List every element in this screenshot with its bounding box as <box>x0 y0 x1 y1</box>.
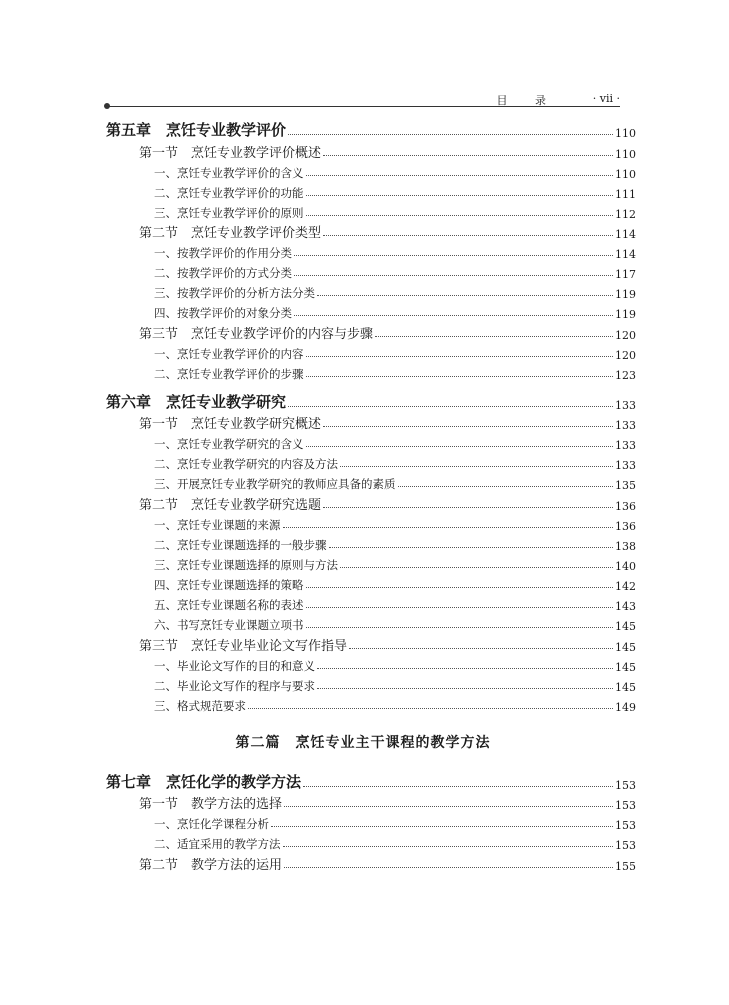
toc-entry-page-number: 133 <box>615 459 636 473</box>
dot-leader <box>306 215 614 216</box>
dot-leader <box>306 607 614 608</box>
toc-section-entry[interactable] <box>106 140 636 161</box>
dot-leader <box>329 547 614 548</box>
toc-entry-label: 一、烹饪专业教学研究的含义 <box>154 437 304 452</box>
dot-leader <box>323 507 613 508</box>
toc-item-entry[interactable] <box>106 472 636 492</box>
toc-entry-label: 第五章 烹饪专业教学评价 <box>106 121 287 139</box>
toc-entry-page-number: 110 <box>615 147 636 161</box>
dot-leader <box>306 627 614 628</box>
toc-entry-label: 二、烹饪专业教学评价的步骤 <box>154 366 304 381</box>
toc-entry-page-number: 145 <box>615 660 636 674</box>
toc-entry-page-number: 117 <box>615 268 636 282</box>
toc-item-entry[interactable] <box>106 513 636 533</box>
toc-entry-label: 二、适宜采用的教学方法 <box>154 837 281 852</box>
toc-entry-page-number: 153 <box>615 839 636 853</box>
toc-entry-label: 三、开展烹饪专业教学研究的教师应具备的素质 <box>154 477 396 492</box>
toc-entry-label: 一、烹饪专业教学评价的含义 <box>154 165 304 180</box>
toc-entry-label: 第三节 烹饪专业毕业论文写作指导 <box>139 638 348 654</box>
dot-leader <box>323 235 613 236</box>
toc-entry-label: 一、烹饪化学课程分析 <box>154 817 269 832</box>
toc-entry-page-number: 119 <box>615 288 636 302</box>
dot-leader <box>340 466 613 467</box>
toc-entry-page-number: 111 <box>615 187 636 201</box>
toc-entry-label: 二、毕业论文写作的程序与要求 <box>154 678 315 693</box>
toc-item-entry[interactable] <box>106 613 636 633</box>
dot-leader <box>306 446 614 447</box>
toc-section-entry[interactable] <box>106 492 636 513</box>
toc-entry-page-number: 136 <box>615 519 636 533</box>
toc-item-entry[interactable] <box>106 261 636 281</box>
dot-leader <box>306 175 614 176</box>
toc-entry-label: 第二节 教学方法的运用 <box>139 857 283 873</box>
toc-item-entry[interactable] <box>106 553 636 573</box>
table-of-contents <box>106 118 636 873</box>
header-title: 目 录 <box>496 94 558 107</box>
toc-item-entry[interactable] <box>106 694 636 714</box>
toc-section-entry[interactable] <box>106 412 636 433</box>
toc-chapter-entry[interactable] <box>106 118 636 140</box>
toc-item-entry[interactable] <box>106 432 636 452</box>
toc-entry-label: 二、烹饪专业课题选择的一般步骤 <box>154 537 327 552</box>
toc-entry-label: 第一节 烹饪专业教学评价概述 <box>139 145 322 161</box>
toc-entry-page-number: 114 <box>615 248 636 262</box>
toc-entry-label: 四、按教学评价的对象分类 <box>154 306 292 321</box>
toc-entry-page-number: 119 <box>615 308 636 322</box>
toc-entry-label: 第三节 烹饪专业教学评价的内容与步骤 <box>139 326 374 342</box>
dot-leader <box>283 527 614 528</box>
dot-leader <box>317 668 613 669</box>
toc-entry-label: 一、烹饪专业教学评价的内容 <box>154 346 304 361</box>
toc-item-entry[interactable] <box>106 301 636 321</box>
toc-entry-label: 一、毕业论文写作的目的和意义 <box>154 658 315 673</box>
toc-entry-page-number: 133 <box>615 398 636 412</box>
toc-entry-label: 五、烹饪专业课题名称的表述 <box>154 597 304 612</box>
toc-entry-label: 一、按教学评价的作用分类 <box>154 246 292 261</box>
toc-item-entry[interactable] <box>106 342 636 362</box>
dot-leader <box>323 426 613 427</box>
toc-entry-page-number: 153 <box>615 819 636 833</box>
toc-entry-page-number: 123 <box>615 368 636 382</box>
dot-leader <box>271 826 613 827</box>
toc-item-entry[interactable] <box>106 281 636 301</box>
toc-entry-page-number: 149 <box>615 700 636 714</box>
dot-leader <box>317 688 613 689</box>
dot-leader <box>323 155 613 156</box>
dot-leader <box>303 786 613 787</box>
toc-entry-page-number: 153 <box>615 778 636 792</box>
dot-leader <box>340 567 613 568</box>
toc-item-entry[interactable] <box>106 832 636 852</box>
toc-entry-page-number: 143 <box>615 599 636 613</box>
toc-entry-page-number: 138 <box>615 539 636 553</box>
toc-entry-page-number: 133 <box>615 439 636 453</box>
toc-entry-page-number: 153 <box>615 799 636 813</box>
dot-leader <box>306 376 614 377</box>
toc-entry-label: 三、按教学评价的分析方法分类 <box>154 286 315 301</box>
toc-entry-page-number: 155 <box>615 859 636 873</box>
dot-leader <box>284 806 613 807</box>
toc-item-entry[interactable] <box>106 593 636 613</box>
toc-item-entry[interactable] <box>106 241 636 261</box>
dot-leader <box>283 846 614 847</box>
toc-item-entry[interactable] <box>106 452 636 472</box>
toc-item-entry[interactable] <box>106 654 636 674</box>
toc-entry-page-number: 120 <box>615 328 636 342</box>
dot-leader <box>248 708 613 709</box>
toc-entry-label: 三、格式规范要求 <box>154 698 246 713</box>
toc-section-entry[interactable] <box>106 221 636 242</box>
toc-item-entry[interactable] <box>106 181 636 201</box>
toc-section-entry[interactable] <box>106 852 636 873</box>
toc-entry-label: 二、烹饪专业教学评价的功能 <box>154 185 304 200</box>
toc-entry-label: 第七章 烹饪化学的教学方法 <box>106 772 302 791</box>
dot-leader <box>349 648 613 649</box>
header-page-number: · vii · <box>592 92 620 105</box>
toc-chapter-entry[interactable] <box>106 770 636 792</box>
toc-entry-label: 六、书写烹饪专业课题立项书 <box>154 617 304 632</box>
toc-item-entry[interactable] <box>106 161 636 181</box>
toc-entry-label: 第二节 烹饪专业教学评价类型 <box>139 226 322 242</box>
dot-leader <box>288 406 613 407</box>
running-header <box>106 92 620 106</box>
toc-entry-page-number: 145 <box>615 619 636 633</box>
dot-leader <box>288 134 613 135</box>
part-heading: 第二篇 烹饪专业主干课程的教学方法 <box>235 734 491 751</box>
toc-entry-label: 第一节 烹饪专业教学研究概述 <box>139 417 322 433</box>
toc-chapter-entry[interactable] <box>106 390 636 412</box>
toc-entry-label: 三、烹饪专业教学评价的原则 <box>154 205 304 220</box>
toc-section-entry[interactable] <box>106 633 636 654</box>
toc-entry-label: 二、按教学评价的方式分类 <box>154 266 292 281</box>
toc-entry-page-number: 140 <box>615 559 636 573</box>
toc-entry-page-number: 145 <box>615 640 636 654</box>
toc-entry-label: 第六章 烹饪专业教学研究 <box>106 392 287 411</box>
dot-leader <box>306 587 614 588</box>
toc-section-entry[interactable] <box>106 321 636 342</box>
dot-leader <box>398 486 614 487</box>
toc-entry-page-number: 142 <box>615 579 636 593</box>
header-rule <box>106 106 620 107</box>
toc-item-entry[interactable] <box>106 362 636 382</box>
toc-entry-page-number: 135 <box>615 479 636 493</box>
toc-entry-page-number: 133 <box>615 419 636 433</box>
toc-entry-page-number: 110 <box>615 167 636 181</box>
toc-entry-page-number: 112 <box>615 207 636 221</box>
toc-entry-label: 第一节 教学方法的选择 <box>139 797 283 813</box>
toc-entry-page-number: 110 <box>615 127 636 140</box>
dot-leader <box>294 255 613 256</box>
toc-entry-page-number: 114 <box>615 228 636 242</box>
toc-entry-label: 第二节 烹饪专业教学研究选题 <box>139 497 322 513</box>
dot-leader <box>375 336 613 337</box>
toc-entry-page-number: 145 <box>615 680 636 694</box>
toc-entry-label: 四、烹饪专业课题选择的策略 <box>154 577 304 592</box>
toc-entry-label: 三、烹饪专业课题选择的原则与方法 <box>154 557 338 572</box>
dot-leader <box>306 356 614 357</box>
toc-item-entry[interactable] <box>106 812 636 832</box>
toc-entry-page-number: 120 <box>615 348 636 362</box>
dot-leader <box>294 315 613 316</box>
toc-item-entry[interactable] <box>106 201 636 221</box>
toc-entry-label: 二、烹饪专业教学研究的内容及方法 <box>154 457 338 472</box>
dot-leader <box>317 295 613 296</box>
toc-item-entry[interactable] <box>106 674 636 694</box>
toc-entry-page-number: 136 <box>615 499 636 513</box>
dot-leader <box>306 195 614 196</box>
toc-entry-label: 一、烹饪专业课题的来源 <box>154 517 281 532</box>
toc-item-entry[interactable] <box>106 533 636 553</box>
dot-leader <box>284 867 613 868</box>
toc-section-entry[interactable] <box>106 792 636 813</box>
toc-item-entry[interactable] <box>106 573 636 593</box>
dot-leader <box>294 275 613 276</box>
